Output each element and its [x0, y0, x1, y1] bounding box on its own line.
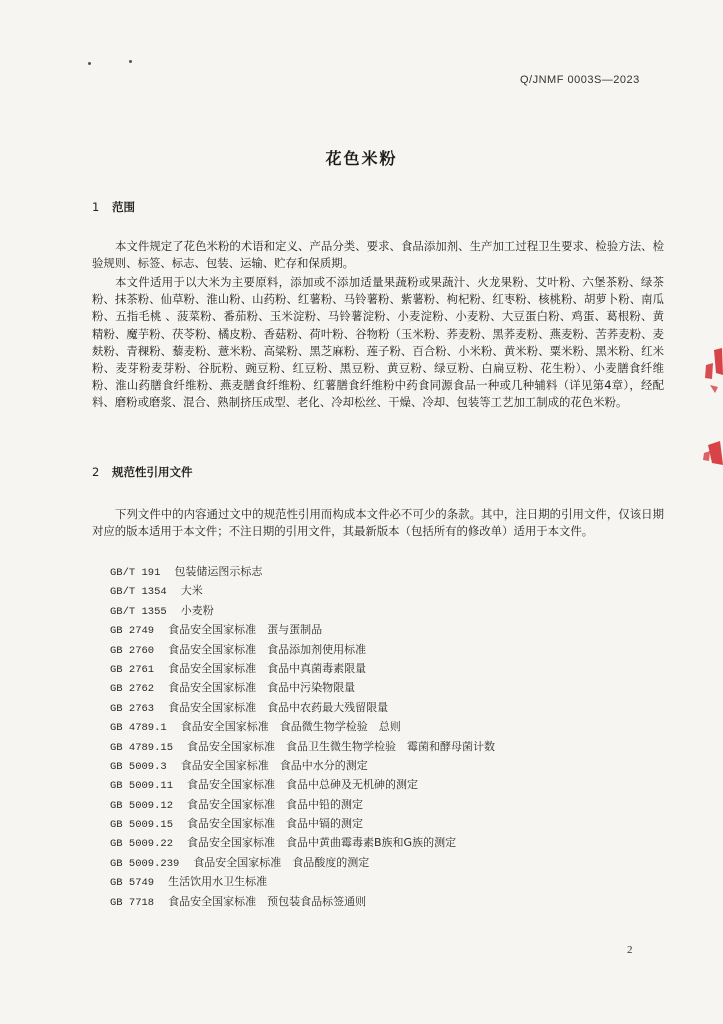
reference-item [110, 737, 670, 756]
section-title: 规范性引用文件 [112, 465, 193, 479]
scan-speck [88, 62, 91, 65]
reference-title: 食品安全国家标准 食品中污染物限量 [168, 681, 356, 695]
section-heading-normative-references [92, 464, 193, 480]
reference-item [110, 620, 670, 639]
reference-title: 包装储运图示标志 [174, 565, 263, 578]
reference-item [110, 640, 670, 659]
reference-code: GB 5749 [110, 877, 155, 890]
reference-item [110, 853, 670, 872]
reference-code: GB 4789.15 [110, 741, 174, 754]
reference-title: 大米 [180, 584, 203, 598]
reference-code: GB 5009.11 [110, 780, 174, 793]
reference-title: 食品安全国家标准 食品中真菌毒素限量 [168, 661, 367, 675]
reference-title: 食品安全国家标准 预包装食品标签通则 [168, 894, 367, 908]
reference-code: GB 2762 [110, 683, 155, 696]
section-title: 范围 [112, 200, 135, 214]
reference-code: GB 5009.239 [110, 857, 180, 870]
red-seal-stamp-edge [700, 345, 723, 475]
reference-code: GB 5009.15 [110, 819, 174, 832]
reference-title: 小麦粉 [180, 603, 214, 617]
reference-list [110, 562, 670, 911]
reference-item [110, 795, 670, 814]
reference-title: 食品安全国家标准 食品添加剂使用标准 [168, 642, 367, 656]
reference-title: 生活饮用水卫生标准 [168, 875, 268, 889]
scope-paragraph-2: 本文件适用于以大米为主要原料，添加或不添加适量果蔬粉或果蔬汁、火龙果粉、艾叶粉、六堡茶粉、绿茶粉、抹茶粉、仙草粉、淮山粉、山药粉、红薯粉、马铃薯粉、紫薯粉、枸杞粉、红枣粉、核桃粉、胡萝卜粉、南瓜粉、五指毛桃 、菠菜粉、番茄粉、玉米淀粉、马铃薯淀粉、小麦淀粉、小麦粉、大豆蛋白粉、鸡蛋、葛根粉、黄精粉、魔芋粉、茯苓粉、橘皮粉、香菇粉、荷叶粉、谷物粉（玉米粉、荞麦粉、黑荞麦粉、燕麦粉、苦荞麦粉、麦麸粉、青稞粉、藜麦粉、薏米粉、高粱粉、黑芝麻粉、莲子粉、百合粉、小米粉、黄米粉、粟米粉、黑米粉、红米粉、麦芽粉麦芽粉、谷朊粉、豌豆粉、红豆粉、黑豆粉、黄豆粉、绿豆粉、白扁豆粉、花生粉）、小麦膳食纤维粉、淮山药膳食纤维粉、燕麦膳食纤维粉、红薯膳食纤维粉中药食同源食品一种或几种辅料（详见第4章），经配料、磨粉或磨浆、混合、熟制挤压成型、老化、冷却松丝、干燥、冷却、包装等工艺加工制成的花色米粉。 [92, 275, 664, 410]
reference-title: 食品安全国家标准 食品微生物学检验 总则 [180, 720, 401, 734]
reference-code: GB 2761 [110, 663, 155, 676]
reference-title: 食品安全国家标准 食品中镉的测定 [187, 817, 364, 831]
reference-code: GB 5009.22 [110, 838, 174, 851]
reference-title: 食品安全国家标准 食品酸度的测定 [193, 855, 370, 869]
reference-code: GB 4789.1 [110, 722, 167, 735]
reference-title: 食品安全国家标准 食品中黄曲霉毒素B族和G族的测定 [187, 836, 457, 850]
reference-code: GB 5009.3 [110, 760, 167, 773]
reference-title: 食品安全国家标准 蛋与蛋制品 [168, 623, 323, 637]
reference-code: GB/T 1354 [110, 586, 167, 599]
scan-speck [129, 60, 132, 63]
page-title: 花色米粉 [325, 149, 398, 168]
reference-item [110, 698, 670, 717]
reference-item [110, 775, 670, 794]
scope-paragraph-1: 本文件规定了花色米粉的术语和定义、产品分类、要求、食品添加剂、生产加工过程卫生要求、检验方法、检验规则、标签、标志、包装、运输、贮存和保质期。 [92, 239, 664, 271]
reference-code: GB 2749 [110, 625, 155, 638]
reference-title: 食品安全国家标准 食品中水分的测定 [180, 758, 368, 772]
section-number: 2 [92, 465, 100, 479]
reference-item [110, 833, 670, 852]
references-intro-paragraph: 下列文件中的内容通过文中的规范性引用而构成本文件必不可少的条款。其中，注日期的引用文件，仅该日期对应的版本适用于本文件；不注日期的引用文件，其最新版本（包括所有的修改单）适用于本文件。 [92, 507, 664, 539]
reference-item [110, 756, 670, 775]
reference-item [110, 814, 670, 833]
reference-item [110, 678, 670, 697]
document-code: Q/JNMF 0003S—2023 [520, 74, 640, 86]
reference-item [110, 562, 670, 581]
reference-code: GB 7718 [110, 896, 155, 909]
reference-title: 食品安全国家标准 食品中铅的测定 [187, 797, 364, 811]
section-number: 1 [92, 200, 100, 214]
reference-code: GB/T 1355 [110, 605, 167, 618]
reference-item [110, 659, 670, 678]
reference-item [110, 892, 670, 911]
reference-code: GB/T 191 [110, 567, 161, 579]
reference-item [110, 581, 670, 600]
reference-item [110, 717, 670, 736]
reference-title: 食品安全国家标准 食品中农药最大残留限量 [168, 700, 389, 714]
reference-title: 食品安全国家标准 食品卫生微生物学检验 霉菌和酵母菌计数 [187, 739, 496, 753]
reference-item [110, 872, 670, 891]
reference-code: GB 2760 [110, 644, 155, 657]
reference-item [110, 601, 670, 620]
section-heading-scope [92, 199, 135, 215]
page-number: 2 [627, 944, 633, 956]
reference-code: GB 5009.12 [110, 799, 174, 812]
reference-code: GB 2763 [110, 702, 155, 715]
reference-title: 食品安全国家标准 食品中总砷及无机砷的测定 [187, 778, 419, 792]
